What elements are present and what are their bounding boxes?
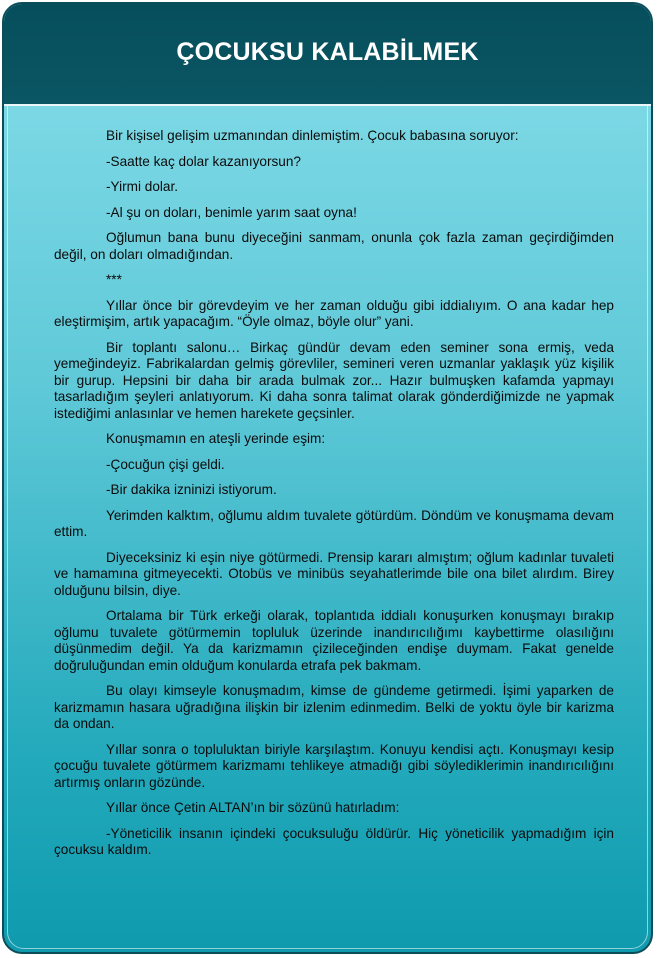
paragraph: -Çocuğun çişi geldi. xyxy=(106,456,225,472)
paragraph: Oğlumun bana bunu diyeceğini sanmam, onunla çok fazla zaman geçirdiğimden değil, on doları olmadığından. xyxy=(54,230,614,262)
paragraph: -Yöneticilik insanın içindeki çocuksuluğu öldürür. Hiç yöneticilik yapmadığım için çocuksu kaldım. xyxy=(54,825,614,857)
paragraph: -Bir dakika izninizi istiyorum. xyxy=(106,482,277,497)
paragraph: Yıllar önce bir görevdeyim ve her zaman olduğu gibi iddialıyım. O ana kadar hep eleştirmişim, artık yapacağım. “Öyle olmaz, böyle olur” yani. xyxy=(54,297,614,329)
paragraph: -Al şu on doları, benimle yarım saat oyna! xyxy=(106,204,357,220)
paragraph: -Saatte kaç dolar kazanıyorsun? xyxy=(106,153,301,169)
paragraph: Yıllar önce Çetin ALTAN’ın bir sözünü hatırladım: xyxy=(106,800,400,815)
paragraph: Bir toplantı salonu… Birkaç gündür devam eden seminer sona ermiş, veda yemeğindeyiz. Fabrikalardan gelmiş görevliler, semineri veren uzmanlar yaklaşık yüz kişilik bir gurup. Hepsini bir daha bir arada bulmak zor... Hazır bulmuşken kafamda yapmayı tasarladığım şeyleri anlatıyorum. Ki daha sonra talimat olarak gönderdiğimizde ne yapmak istediğimi anlasınlar ve hemen harekete geçsinler. xyxy=(54,339,614,421)
paragraph: Yerimden kalktım, oğlumu aldım tuvalete götürdüm. Döndüm ve konuşmama devam ettim. xyxy=(54,507,614,539)
paragraph: Bir kişisel gelişim uzmanından dinlemiştim. Çocuk babasına soruyor: xyxy=(106,128,519,143)
paragraph: -Yirmi dolar. xyxy=(106,179,179,194)
paragraph: Yıllar sonra o topluluktan biriyle karşılaştım. Konuyu kendisi açtı. Konuşmayı kesip çocuğu tuvalete götürmem karizmamı tehlikeye atmadığı gibi söylediklerimin inandırıcılığını artırmış onların gözünde. xyxy=(54,741,614,790)
section-separator: *** xyxy=(106,272,122,287)
paragraph: Diyeceksiniz ki eşin niye götürmedi. Prensip kararı almıştım; oğlum kadınlar tuvaleti ve hamamına gitmeyecekti. Otobüs ve minibüs seyahatlerimde bile ona bilet alırdım. Birey olduğunu bilsin, diye. xyxy=(54,549,614,598)
paragraph: Bu olayı kimseyle konuşmadım, kimse de gündeme getirmedi. İşimi yaparken de karizmamın hasara uğradığına ilişkin bir izlenim edinmedim. Belki de yoktu öyle bir karizma da ondan. xyxy=(54,683,614,731)
article-card xyxy=(2,2,653,954)
paragraph: Konuşmamın en ateşli yerinde eşim: xyxy=(106,431,326,446)
paragraph: Ortalama bir Türk erkeği olarak, toplantıda iddialı konuşurken konuşmayı bırakıp oğlumu tuvalete götürmemin topluluk üzerinde inandırıcılığımı kaybettirme olasılığını düşünmedim değil. Ya da karizmamın çizileceğinden endişe duymam. Fakat genelde doğruluğundan emin olduğum konularda etrafa pek bakmam. xyxy=(54,608,614,673)
page-title: ÇOCUKSU KALABİLMEK xyxy=(176,38,479,66)
article-body xyxy=(54,128,614,868)
header-banner xyxy=(4,4,651,106)
